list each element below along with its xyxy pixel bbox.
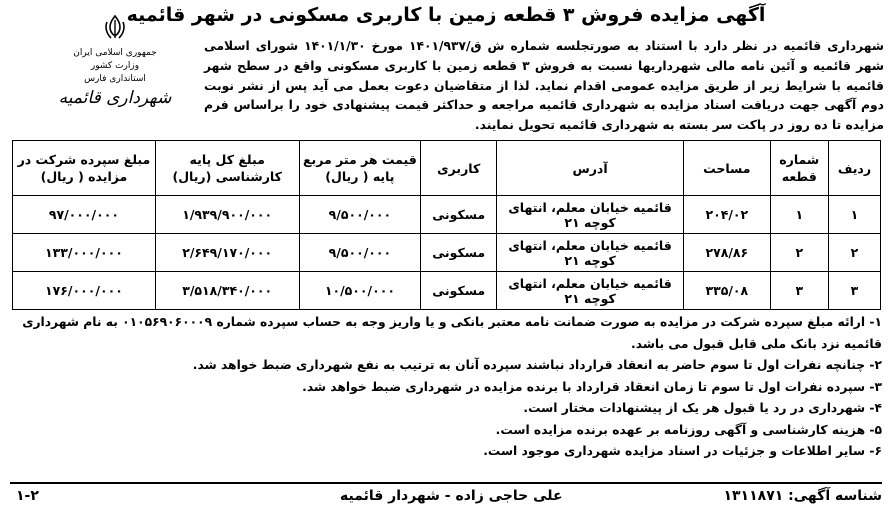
mayor-signature: علی حاجی زاده - شهردار قائمیه [340,488,563,504]
cell-total-price: ۳/۵۱۸/۳۴۰/۰۰۰ [155,272,299,310]
cell-unit-price: ۱۰/۵۰۰/۰۰۰ [299,272,421,310]
cell-land-use: مسکونی [421,234,497,272]
table-row [13,196,881,234]
header-land-use: کاربری [421,141,497,196]
header-address: آدرس [497,141,684,196]
page-number: ۱-۲ [16,488,39,504]
conditions-list [12,312,882,463]
cell-total-price: ۲/۶۴۹/۱۷۰/۰۰۰ [155,234,299,272]
cell-row-number: ۳ [828,272,880,310]
cell-deposit: ۱۳۳/۰۰۰/۰۰۰ [13,234,156,272]
notice-id: شناسه آگهی: ۱۳۱۱۸۷۱ [723,488,882,504]
cell-unit-price: ۹/۵۰۰/۰۰۰ [299,234,421,272]
municipality-emblem [40,14,190,144]
emblem-signature: شهرداری قائمیه [58,88,172,108]
cell-parcel-number: ۲ [770,234,828,272]
condition-item: ۳- سپرده نفرات اول تا سوم تا زمان انعقاد قرارداد با برنده مزایده در شهرداری ضبط خواهد شد. [302,379,882,394]
cell-row-number: ۲ [828,234,880,272]
header-total-price: مبلغ کل پایه کارشناسی (ریال) [155,141,299,196]
cell-land-use: مسکونی [421,272,497,310]
cell-deposit: ۱۷۶/۰۰۰/۰۰۰ [13,272,156,310]
parcels-table [12,140,881,310]
cell-land-use: مسکونی [421,196,497,234]
cell-area: ۲۷۸/۸۶ [684,234,771,272]
emblem-line-ministry: وزارت کشور [90,61,140,71]
notice-title: آگهی مزایده فروش ۳ قطعه زمین با کاربری مسکونی در شهر قائمیه [126,4,766,26]
cell-unit-price: ۹/۵۰۰/۰۰۰ [299,196,421,234]
table-row [13,234,881,272]
footer-divider [10,482,882,484]
footer [10,488,882,512]
iran-emblem-icon [101,14,129,42]
condition-item: ۵- هزینه کارشناسی و آگهی روزنامه بر عهده برنده مزایده است. [495,422,882,437]
cell-area: ۳۳۵/۰۸ [684,272,771,310]
cell-area: ۲۰۴/۰۲ [684,196,771,234]
table-header-row [13,141,881,196]
cell-parcel-number: ۳ [770,272,828,310]
header-parcel-number: شماره قطعه [770,141,828,196]
cell-total-price: ۱/۹۳۹/۹۰۰/۰۰۰ [155,196,299,234]
cell-address: قائمیه خیابان معلم، انتهای کوچه ۲۱ [497,272,684,310]
intro-paragraph: شهرداری قائمیه در نظر دارد با استناد به صورتجلسه شماره ش ق/۱۴۰۱/۹۳۷ مورخ ۱۴۰۱/۱/۳۰ شورای اسلامی شهر قائمیه و آئین نامه مالی شهرداریها نسبت به فروش ۳ قطعه زمین با کاربری مسکونی واقع در سطح شهر قائمیه با شرایط زیر از طریق مزایده عمومی اقدام نماید. لذا از متقاضیان دعوت بعمل می آید پس از نشر نوبت دوم آگهی جهت دریافت اسناد مزایده به شهرداری قائمیه مراجعه و حداکثر قیمت پیشنهادی خود را براساس فرم مزایده تا ده روز در پاکت سر بسته به شهرداری قائمیه تحویل نمایند. [204,39,884,133]
emblem-line-province: استانداری فارس [84,74,146,84]
table-row [13,272,881,310]
condition-item: ۴- شهرداری در رد یا قبول هر یک از پیشنهادات مختار است. [523,401,882,415]
emblem-line-republic: جمهوری اسلامی ایران [73,48,157,58]
cell-address: قائمیه خیابان معلم، انتهای کوچه ۲۱ [497,234,684,272]
header-unit-price: قیمت هر متر مربع پایه ( ریال) [299,141,421,196]
cell-parcel-number: ۱ [770,196,828,234]
condition-item: ۲- چنانچه نفرات اول تا سوم حاضر به انعقاد قرارداد نباشند سپرده آنان به ترتیب به نفع شهرداری ضبط خواهد شد. [192,358,882,372]
condition-item: ۶- سایر اطلاعات و جزئیات در اسناد مزایده شهرداری موجود است. [483,444,882,458]
condition-item: ۱- ارائه مبلغ سپرده شرکت در مزایده به صورت ضمانت نامه معتبر بانکی و یا واریز وجه به حساب سپرده شماره ۰۱۰۵۶۹۰۶۰۰۰۹ به نام شهرداری قائمیه نزد بانک ملی قابل قبول می باشد. [22,315,882,351]
cell-row-number: ۱ [828,196,880,234]
cell-deposit: ۹۷/۰۰۰/۰۰۰ [13,196,156,234]
header-area: مساحت [684,141,771,196]
header-deposit: مبلغ سپرده شرکت در مزایده ( ریال) [13,141,156,196]
header-row-number: ردیف [828,141,880,196]
cell-address: قائمیه خیابان معلم، انتهای کوچه ۲۱ [497,196,684,234]
